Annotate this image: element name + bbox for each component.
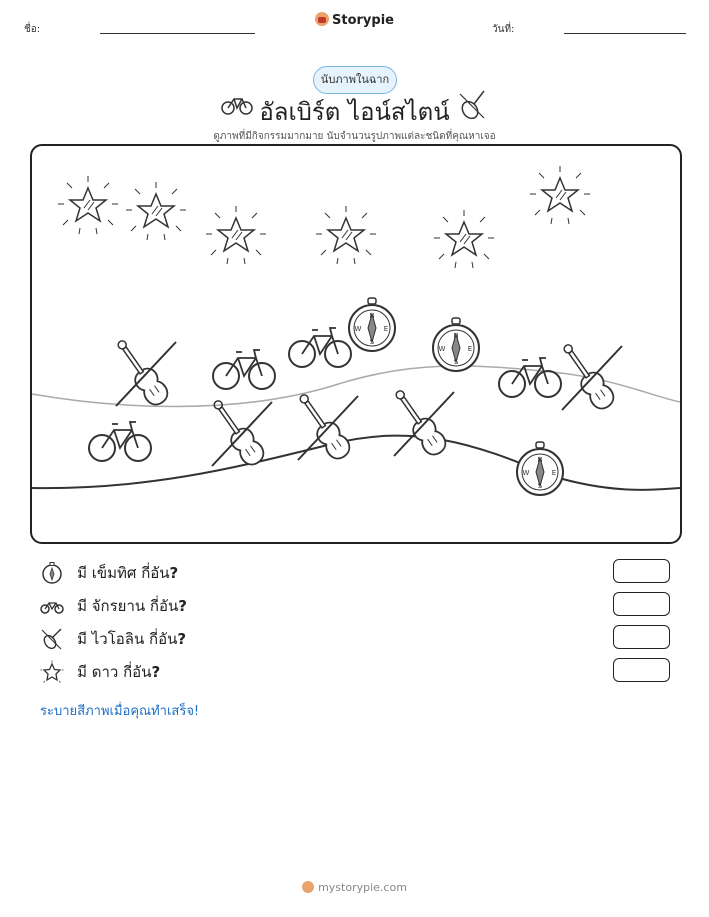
question-violin xyxy=(40,627,186,653)
name-line[interactable] xyxy=(100,33,255,34)
date-line[interactable] xyxy=(564,33,686,34)
answer-box-star[interactable] xyxy=(613,658,670,682)
answer-box-compass[interactable] xyxy=(613,559,670,583)
star-picture xyxy=(206,206,266,264)
star-picture xyxy=(316,206,376,264)
violin-icon xyxy=(456,88,488,122)
footer-url: mystorypie.com xyxy=(318,881,407,894)
violin-picture xyxy=(207,395,272,469)
question-text: มี จักรยาน กี่อัน? xyxy=(77,597,187,615)
bear-logo-icon xyxy=(302,881,314,893)
star-picture xyxy=(434,210,494,268)
star-picture xyxy=(530,166,590,224)
bicycle-picture xyxy=(213,350,275,389)
scene-drawing: N S W E xyxy=(32,146,680,542)
activity-badge: นับภาพในฉาก xyxy=(313,66,397,94)
footer xyxy=(0,881,709,894)
violin-icon xyxy=(40,627,64,651)
answer-box-bicycle[interactable] xyxy=(613,592,670,616)
date-label: วันที่: xyxy=(492,24,515,35)
bicycle-picture xyxy=(289,328,351,367)
question-text: มี เข็มทิศ กี่อัน? xyxy=(77,564,179,582)
question-text: มี ดาว กี่อัน? xyxy=(77,663,161,681)
page-title: อัลเบิร์ต ไอน์สไตน์ xyxy=(259,98,450,126)
star-icon xyxy=(40,660,64,684)
compass-picture xyxy=(433,318,479,371)
violin-picture xyxy=(389,385,454,459)
star-picture xyxy=(58,176,118,234)
violin-picture xyxy=(111,335,176,409)
bicycle-icon xyxy=(40,594,64,618)
logo xyxy=(0,12,709,28)
compass-icon xyxy=(40,561,64,585)
logo-text: Storypie xyxy=(332,13,394,28)
star-picture xyxy=(126,182,186,240)
answer-box-violin[interactable] xyxy=(613,625,670,649)
violin-picture xyxy=(557,339,622,413)
question-star xyxy=(40,660,160,686)
name-label: ชื่อ: xyxy=(24,24,41,35)
page-subtitle: ดูภาพที่มีกิจกรรมมากมาย นับจำนวนรูปภาพแต่ละชนิดที่คุณหาเจอ xyxy=(213,131,496,142)
compass-picture xyxy=(349,298,395,351)
question-bicycle xyxy=(40,594,187,620)
compass-picture xyxy=(517,442,563,495)
bicycle-picture xyxy=(499,358,561,397)
question-compass xyxy=(40,561,178,587)
question-text: มี ไวโอลิน กี่อัน? xyxy=(77,630,187,648)
bicycle-picture xyxy=(89,422,151,461)
bear-logo-icon xyxy=(315,12,329,26)
color-instruction: ระบายสีภาพเมื่อคุณทำเสร็จ! xyxy=(40,704,200,719)
